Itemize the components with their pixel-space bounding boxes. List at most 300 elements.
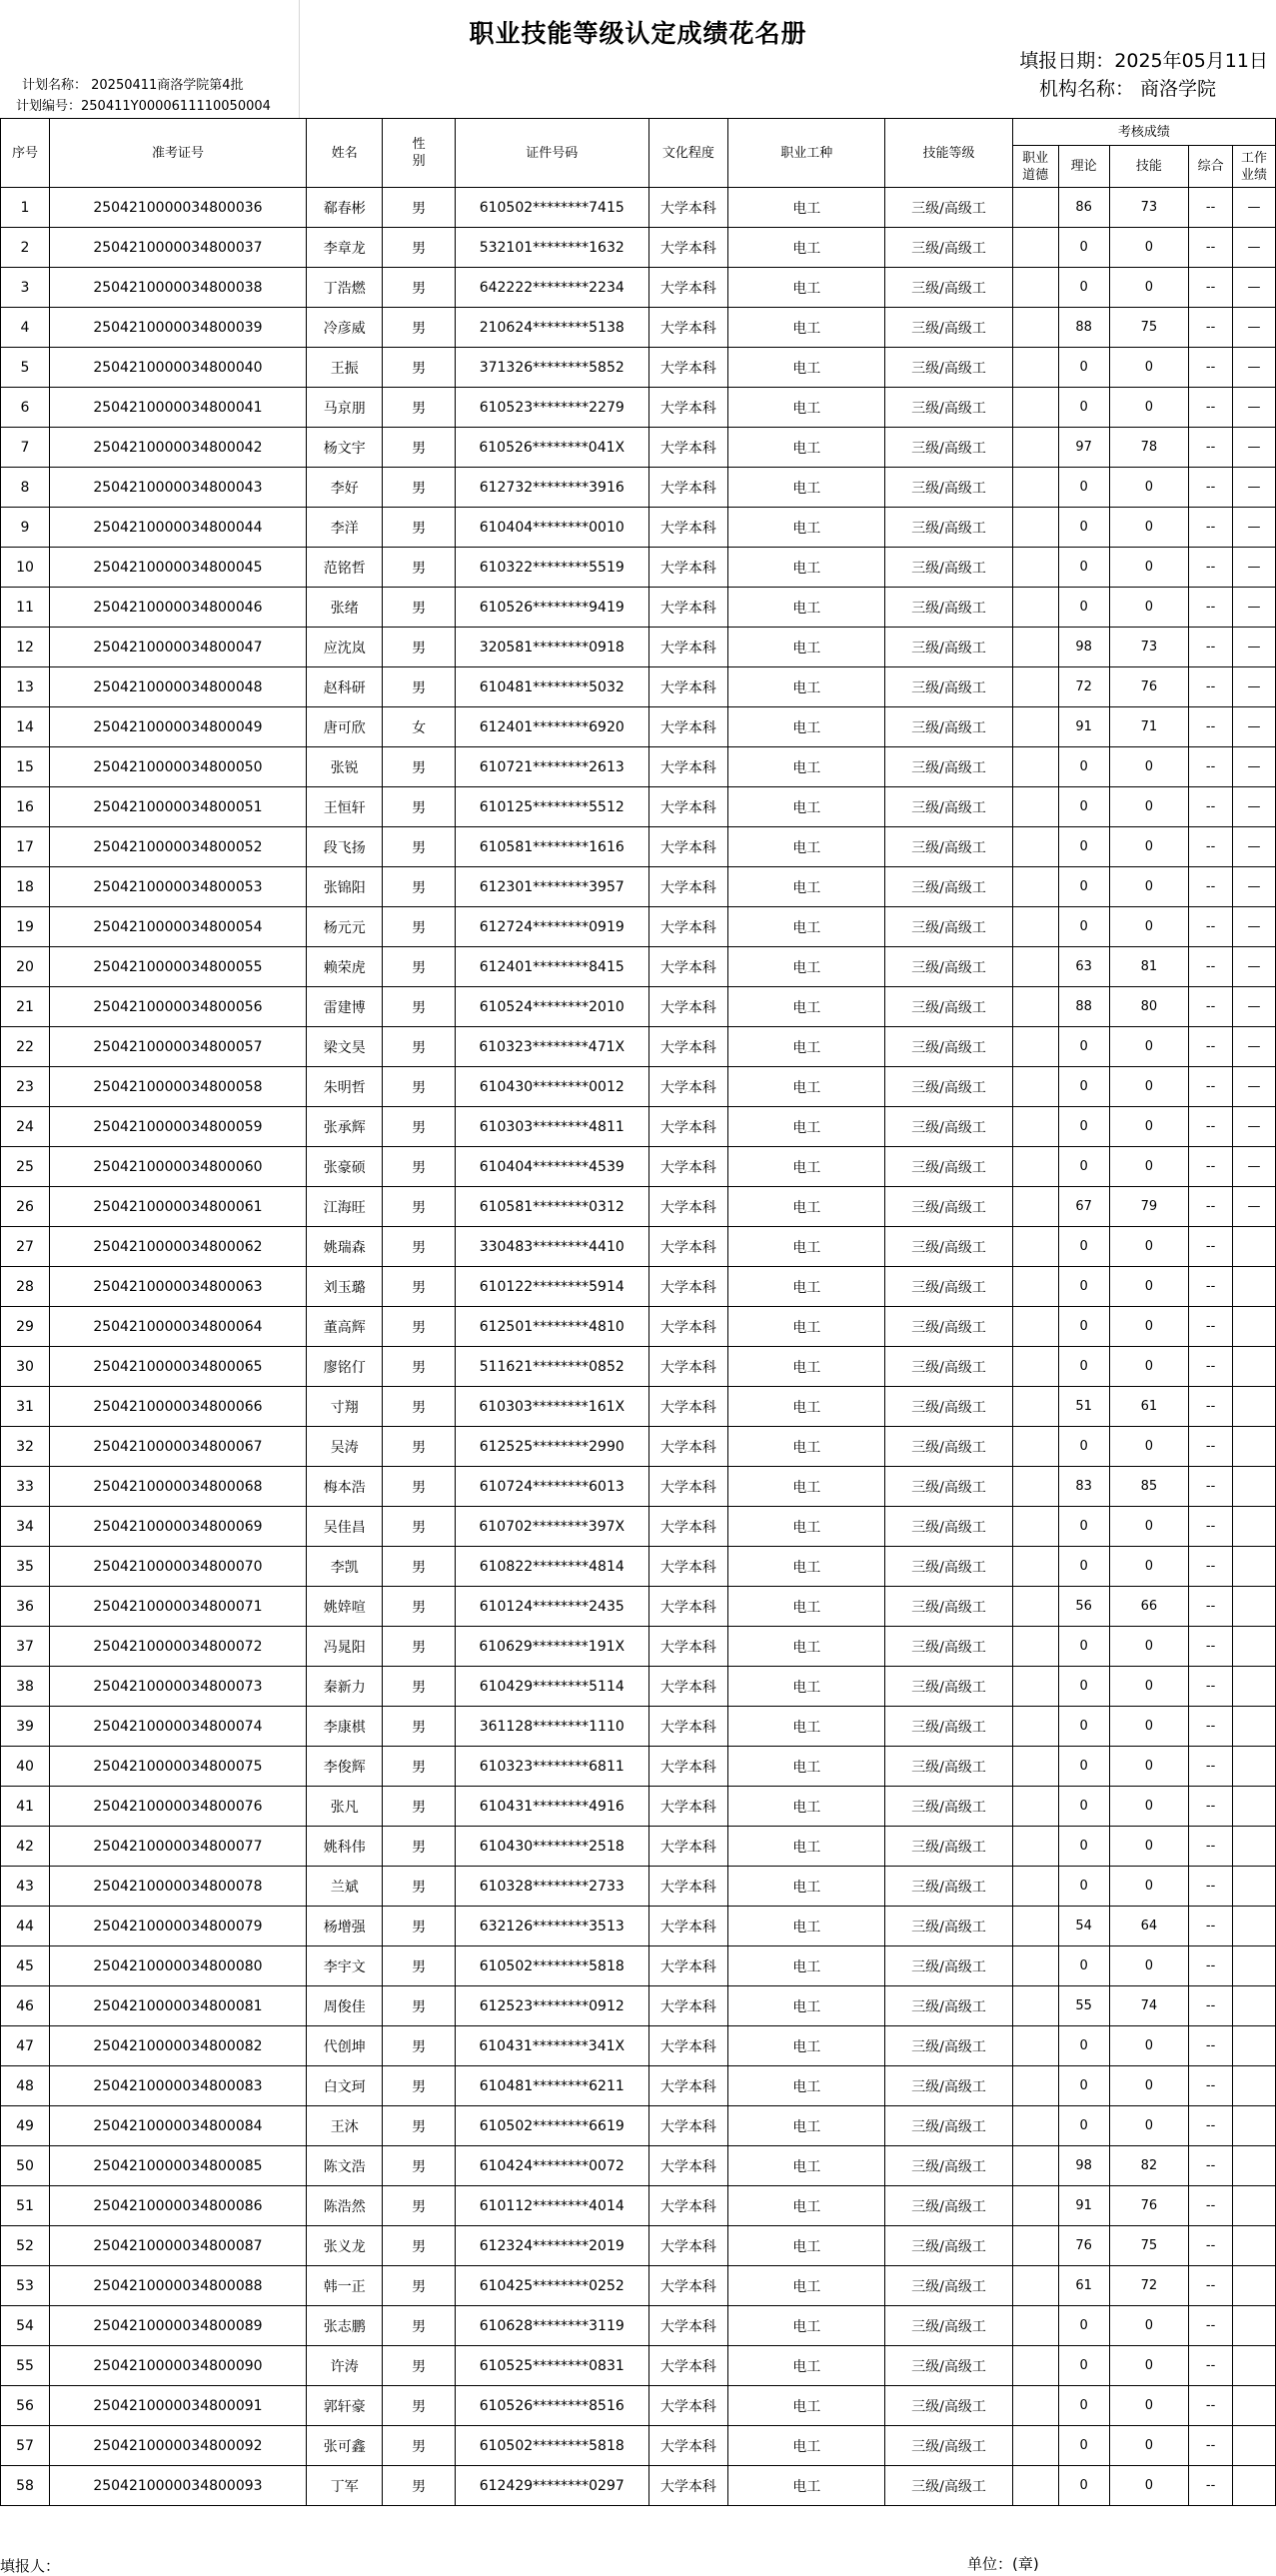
cell-seq: 55 <box>1 2346 50 2386</box>
col-id: 证件号码 <box>455 119 648 188</box>
cell-ticket: 2504210000034800068 <box>49 1467 306 1507</box>
cell-seq: 11 <box>1 588 50 628</box>
cell-ticket: 2504210000034800074 <box>49 1707 306 1747</box>
cell-theory: 56 <box>1058 1587 1109 1627</box>
cell-skill: 0 <box>1109 508 1189 548</box>
cell-name: 姚科伟 <box>306 1827 382 1867</box>
cell-theory: 63 <box>1058 947 1109 987</box>
cell-overall: -- <box>1189 1867 1233 1907</box>
cell-work: — <box>1233 1027 1276 1067</box>
cell-job: 电工 <box>728 348 885 388</box>
cell-seq: 35 <box>1 1547 50 1587</box>
cell-theory: 0 <box>1058 268 1109 308</box>
cell-overall: -- <box>1189 588 1233 628</box>
score-table <box>0 118 1276 2506</box>
cell-overall: -- <box>1189 1027 1233 1067</box>
cell-id: 610629********191X <box>455 1627 648 1667</box>
cell-ticket: 2504210000034800076 <box>49 1787 306 1827</box>
cell-skill: 0 <box>1109 2026 1189 2066</box>
cell-id: 532101********1632 <box>455 228 648 268</box>
cell-ticket: 2504210000034800071 <box>49 1587 306 1627</box>
cell-ticket: 2504210000034800075 <box>49 1747 306 1787</box>
cell-id: 610404********4539 <box>455 1147 648 1187</box>
table-row <box>1 2466 1276 2506</box>
cell-level: 三级/高级工 <box>885 1027 1012 1067</box>
cell-ethics <box>1012 1387 1058 1427</box>
cell-id: 612525********2990 <box>455 1427 648 1467</box>
cell-job: 电工 <box>728 747 885 787</box>
cell-job: 电工 <box>728 1667 885 1707</box>
cell-ethics <box>1012 2106 1058 2146</box>
cell-edu: 大学本科 <box>648 1547 728 1587</box>
cell-id: 610502********6619 <box>455 2106 648 2146</box>
table-row <box>1 1267 1276 1307</box>
cell-gender: 男 <box>383 2106 455 2146</box>
cell-ticket: 2504210000034800083 <box>49 2066 306 2106</box>
cell-job: 电工 <box>728 1467 885 1507</box>
cell-gender: 男 <box>383 1267 455 1307</box>
cell-ticket: 2504210000034800039 <box>49 308 306 348</box>
cell-ticket: 2504210000034800037 <box>49 228 306 268</box>
cell-seq: 3 <box>1 268 50 308</box>
cell-gender: 男 <box>383 1787 455 1827</box>
cell-theory: 0 <box>1058 2106 1109 2146</box>
table-row <box>1 1067 1276 1107</box>
cell-skill: 0 <box>1109 2106 1189 2146</box>
cell-name: 韩一正 <box>306 2266 382 2306</box>
cell-overall: -- <box>1189 2026 1233 2066</box>
cell-edu: 大学本科 <box>648 308 728 348</box>
cell-id: 610112********4014 <box>455 2186 648 2226</box>
cell-overall: -- <box>1189 308 1233 348</box>
cell-edu: 大学本科 <box>648 987 728 1027</box>
cell-edu: 大学本科 <box>648 1867 728 1907</box>
cell-overall: -- <box>1189 548 1233 588</box>
cell-ticket: 2504210000034800088 <box>49 2266 306 2306</box>
cell-level: 三级/高级工 <box>885 1946 1012 1986</box>
cell-id: 610721********2613 <box>455 747 648 787</box>
cell-skill: 0 <box>1109 1627 1189 1667</box>
cell-skill: 0 <box>1109 1707 1189 1747</box>
cell-id: 612523********0912 <box>455 1986 648 2026</box>
cell-gender: 男 <box>383 2426 455 2466</box>
cell-id: 632126********3513 <box>455 1907 648 1946</box>
cell-work <box>1233 2106 1276 2146</box>
cell-name: 张豪硕 <box>306 1147 382 1187</box>
cell-skill: 79 <box>1109 1187 1189 1227</box>
cell-work: — <box>1233 907 1276 947</box>
cell-overall: -- <box>1189 1107 1233 1147</box>
cell-level: 三级/高级工 <box>885 1787 1012 1827</box>
cell-ethics <box>1012 1307 1058 1347</box>
cell-name: 江海旺 <box>306 1187 382 1227</box>
table-row <box>1 348 1276 388</box>
cell-edu: 大学本科 <box>648 867 728 907</box>
cell-theory: 54 <box>1058 1907 1109 1946</box>
cell-work <box>1233 2346 1276 2386</box>
cell-work <box>1233 2066 1276 2106</box>
cell-level: 三级/高级工 <box>885 1067 1012 1107</box>
cell-edu: 大学本科 <box>648 1107 728 1147</box>
cell-theory: 0 <box>1058 1946 1109 1986</box>
cell-edu: 大学本科 <box>648 228 728 268</box>
cell-job: 电工 <box>728 2386 885 2426</box>
cell-theory: 97 <box>1058 428 1109 468</box>
cell-theory: 0 <box>1058 228 1109 268</box>
table-row <box>1 987 1276 1027</box>
cell-gender: 男 <box>383 228 455 268</box>
col-work: 工作业绩 <box>1233 146 1276 188</box>
cell-skill: 0 <box>1109 1427 1189 1467</box>
cell-ethics <box>1012 747 1058 787</box>
cell-gender: 男 <box>383 2386 455 2426</box>
cell-ticket: 2504210000034800063 <box>49 1267 306 1307</box>
cell-ticket: 2504210000034800065 <box>49 1347 306 1387</box>
cell-overall: -- <box>1189 2186 1233 2226</box>
col-overall: 综合 <box>1189 146 1233 188</box>
cell-seq: 31 <box>1 1387 50 1427</box>
cell-work <box>1233 1267 1276 1307</box>
cell-work: — <box>1233 1067 1276 1107</box>
cell-job: 电工 <box>728 1107 885 1147</box>
cell-gender: 男 <box>383 987 455 1027</box>
cell-theory: 83 <box>1058 1467 1109 1507</box>
cell-seq: 17 <box>1 827 50 867</box>
cell-id: 610430********0012 <box>455 1067 648 1107</box>
cell-work <box>1233 2026 1276 2066</box>
cell-overall: -- <box>1189 1467 1233 1507</box>
cell-seq: 40 <box>1 1747 50 1787</box>
cell-work <box>1233 1946 1276 1986</box>
cell-job: 电工 <box>728 1027 885 1067</box>
cell-gender: 男 <box>383 188 455 228</box>
cell-edu: 大学本科 <box>648 1267 728 1307</box>
cell-edu: 大学本科 <box>648 2426 728 2466</box>
cell-skill: 64 <box>1109 1907 1189 1946</box>
cell-ticket: 2504210000034800079 <box>49 1907 306 1946</box>
cell-ticket: 250421000003480003​6 <box>49 188 306 228</box>
cell-edu: 大学本科 <box>648 1827 728 1867</box>
cell-ethics <box>1012 388 1058 428</box>
cell-seq: 19 <box>1 907 50 947</box>
cell-skill: 0 <box>1109 228 1189 268</box>
cell-ethics <box>1012 1507 1058 1547</box>
cell-work: — <box>1233 628 1276 667</box>
cell-name: 李康棋 <box>306 1707 382 1747</box>
cell-id: 610431********341X <box>455 2026 648 2066</box>
cell-skill: 0 <box>1109 1747 1189 1787</box>
cell-job: 电工 <box>728 1946 885 1986</box>
table-row <box>1 2186 1276 2226</box>
cell-name: 张锦阳 <box>306 867 382 907</box>
cell-seq: 9 <box>1 508 50 548</box>
cell-seq: 54 <box>1 2306 50 2346</box>
cell-job: 电工 <box>728 2466 885 2506</box>
cell-skill: 73 <box>1109 188 1189 228</box>
cell-level: 三级/高级工 <box>885 2146 1012 2186</box>
cell-ethics <box>1012 628 1058 667</box>
cell-overall: -- <box>1189 1067 1233 1107</box>
cell-overall: -- <box>1189 1227 1233 1267</box>
cell-edu: 大学本科 <box>648 548 728 588</box>
cell-ticket: 2504210000034800046 <box>49 588 306 628</box>
cell-theory: 0 <box>1058 1747 1109 1787</box>
cell-job: 电工 <box>728 508 885 548</box>
cell-name: 吴涛 <box>306 1427 382 1467</box>
cell-gender: 男 <box>383 388 455 428</box>
cell-theory: 0 <box>1058 2026 1109 2066</box>
cell-overall: -- <box>1189 2266 1233 2306</box>
table-row <box>1 867 1276 907</box>
cell-skill: 0 <box>1109 548 1189 588</box>
cell-id: 610323********471X <box>455 1027 648 1067</box>
cell-work: — <box>1233 308 1276 348</box>
cell-ethics <box>1012 1227 1058 1267</box>
cell-work: — <box>1233 667 1276 707</box>
col-gender: 性别 <box>383 119 455 188</box>
cell-edu: 大学本科 <box>648 2266 728 2306</box>
cell-name: 廖铭仃 <box>306 1347 382 1387</box>
cell-name: 梁文昊 <box>306 1027 382 1067</box>
cell-overall: -- <box>1189 947 1233 987</box>
cell-theory: 0 <box>1058 2346 1109 2386</box>
cell-job: 电工 <box>728 1707 885 1747</box>
cell-ethics <box>1012 1027 1058 1067</box>
cell-ethics <box>1012 2146 1058 2186</box>
cell-gender: 男 <box>383 1986 455 2026</box>
cell-id: 610303********4811 <box>455 1107 648 1147</box>
cell-work: — <box>1233 747 1276 787</box>
cell-edu: 大学本科 <box>648 1187 728 1227</box>
cell-level: 三级/高级工 <box>885 1307 1012 1347</box>
cell-level: 三级/高级工 <box>885 588 1012 628</box>
cell-theory: 0 <box>1058 1667 1109 1707</box>
table-row <box>1 1547 1276 1587</box>
cell-job: 电工 <box>728 2146 885 2186</box>
cell-name: 刘玉璐 <box>306 1267 382 1307</box>
cell-work <box>1233 2466 1276 2506</box>
cell-overall: -- <box>1189 2106 1233 2146</box>
cell-work <box>1233 1307 1276 1347</box>
cell-skill: 75 <box>1109 308 1189 348</box>
cell-job: 电工 <box>728 787 885 827</box>
cell-gender: 男 <box>383 787 455 827</box>
cell-gender: 男 <box>383 2346 455 2386</box>
cell-work <box>1233 1747 1276 1787</box>
cell-id: 610526********9419 <box>455 588 648 628</box>
cell-level: 三级/高级工 <box>885 2426 1012 2466</box>
cell-ticket: 2504210000034800070 <box>49 1547 306 1587</box>
cell-edu: 大学本科 <box>648 2026 728 2066</box>
cell-theory: 0 <box>1058 827 1109 867</box>
cell-theory: 51 <box>1058 1387 1109 1427</box>
table-row <box>1 787 1276 827</box>
cell-ethics <box>1012 907 1058 947</box>
cell-gender: 男 <box>383 2146 455 2186</box>
col-scores-group: 考核成绩 <box>1012 119 1275 146</box>
cell-ethics <box>1012 787 1058 827</box>
cell-seq: 56 <box>1 2386 50 2426</box>
cell-ethics <box>1012 2306 1058 2346</box>
cell-work: — <box>1233 707 1276 747</box>
cell-seq: 33 <box>1 1467 50 1507</box>
cell-theory: 0 <box>1058 468 1109 508</box>
cell-gender: 男 <box>383 428 455 468</box>
table-row <box>1 1747 1276 1787</box>
cell-seq: 42 <box>1 1827 50 1867</box>
cell-id: 610524********2010 <box>455 987 648 1027</box>
cell-edu: 大学本科 <box>648 2106 728 2146</box>
cell-ethics <box>1012 428 1058 468</box>
cell-job: 电工 <box>728 2026 885 2066</box>
cell-seq: 45 <box>1 1946 50 1986</box>
cell-work: — <box>1233 468 1276 508</box>
cell-work: — <box>1233 268 1276 308</box>
cell-ethics <box>1012 1667 1058 1707</box>
cell-id: 610525********0831 <box>455 2346 648 2386</box>
cell-work <box>1233 2266 1276 2306</box>
cell-ticket: 2504210000034800073 <box>49 1667 306 1707</box>
cell-ethics <box>1012 987 1058 1027</box>
cell-name: 马京朋 <box>306 388 382 428</box>
cell-ticket: 2504210000034800082 <box>49 2026 306 2066</box>
cell-work: — <box>1233 987 1276 1027</box>
table-row <box>1 1587 1276 1627</box>
cell-id: 610523********2279 <box>455 388 648 428</box>
cell-theory: 0 <box>1058 1147 1109 1187</box>
table-row <box>1 228 1276 268</box>
cell-level: 三级/高级工 <box>885 1267 1012 1307</box>
cell-job: 电工 <box>728 2346 885 2386</box>
cell-skill: 0 <box>1109 1107 1189 1147</box>
cell-theory: 86 <box>1058 188 1109 228</box>
cell-level: 三级/高级工 <box>885 1627 1012 1667</box>
cell-level: 三级/高级工 <box>885 508 1012 548</box>
col-job: 职业工种 <box>728 119 885 188</box>
cell-overall: -- <box>1189 1827 1233 1867</box>
cell-theory: 0 <box>1058 1267 1109 1307</box>
cell-gender: 男 <box>383 2266 455 2306</box>
cell-id: 610425********0252 <box>455 2266 648 2306</box>
cell-edu: 大学本科 <box>648 1907 728 1946</box>
cell-seq: 21 <box>1 987 50 1027</box>
cell-level: 三级/高级工 <box>885 548 1012 588</box>
cell-theory: 0 <box>1058 388 1109 428</box>
cell-job: 电工 <box>728 1227 885 1267</box>
cell-gender: 男 <box>383 548 455 588</box>
cell-gender: 男 <box>383 1867 455 1907</box>
cell-seq: 16 <box>1 787 50 827</box>
col-seq: 序号 <box>1 119 50 188</box>
cell-name: 张锐 <box>306 747 382 787</box>
table-row <box>1 947 1276 987</box>
cell-gender: 男 <box>383 1227 455 1267</box>
table-body <box>1 188 1276 2506</box>
cell-gender: 男 <box>383 1027 455 1067</box>
cell-seq: 10 <box>1 548 50 588</box>
cell-id: 612401********8415 <box>455 947 648 987</box>
cell-ticket: 2504210000034800045 <box>49 548 306 588</box>
cell-work <box>1233 1667 1276 1707</box>
cell-id: 610122********5914 <box>455 1267 648 1307</box>
cell-work: — <box>1233 1187 1276 1227</box>
cell-gender: 男 <box>383 2306 455 2346</box>
cell-theory: 0 <box>1058 907 1109 947</box>
cell-id: 610481********6211 <box>455 2066 648 2106</box>
cell-level: 三级/高级工 <box>885 348 1012 388</box>
cell-name: 白文珂 <box>306 2066 382 2106</box>
cell-skill: 0 <box>1109 1347 1189 1387</box>
cell-id: 612324********2019 <box>455 2226 648 2266</box>
cell-name: 郗春彬 <box>306 188 382 228</box>
cell-overall: -- <box>1189 827 1233 867</box>
cell-level: 三级/高级工 <box>885 1147 1012 1187</box>
cell-theory: 0 <box>1058 588 1109 628</box>
cell-overall: -- <box>1189 2146 1233 2186</box>
cell-seq: 14 <box>1 707 50 747</box>
cell-ticket: 2504210000034800057 <box>49 1027 306 1067</box>
cell-ticket: 2504210000034800087 <box>49 2226 306 2266</box>
cell-edu: 大学本科 <box>648 268 728 308</box>
cell-skill: 0 <box>1109 348 1189 388</box>
cell-theory: 0 <box>1058 1787 1109 1827</box>
table-row <box>1 707 1276 747</box>
table-row <box>1 1467 1276 1507</box>
cell-gender: 男 <box>383 1707 455 1747</box>
table-row <box>1 588 1276 628</box>
cell-ticket: 2504210000034800051 <box>49 787 306 827</box>
cell-seq: 52 <box>1 2226 50 2266</box>
cell-ethics <box>1012 508 1058 548</box>
table-row <box>1 548 1276 588</box>
cell-overall: -- <box>1189 1187 1233 1227</box>
cell-skill: 66 <box>1109 1587 1189 1627</box>
cell-overall: -- <box>1189 1427 1233 1467</box>
cell-level: 三级/高级工 <box>885 1827 1012 1867</box>
cell-work: — <box>1233 228 1276 268</box>
cell-skill: 85 <box>1109 1467 1189 1507</box>
cell-level: 三级/高级工 <box>885 2066 1012 2106</box>
cell-id: 610822********4814 <box>455 1547 648 1587</box>
cell-gender: 男 <box>383 827 455 867</box>
cell-work: — <box>1233 428 1276 468</box>
cell-work: — <box>1233 827 1276 867</box>
report-date: 填报日期：2025年05月11日 <box>1019 50 1268 72</box>
cell-job: 电工 <box>728 428 885 468</box>
cell-job: 电工 <box>728 2426 885 2466</box>
cell-work <box>1233 1587 1276 1627</box>
cell-job: 电工 <box>728 907 885 947</box>
cell-skill: 0 <box>1109 2426 1189 2466</box>
cell-ticket: 2504210000034800040 <box>49 348 306 388</box>
cell-work: — <box>1233 1147 1276 1187</box>
cell-job: 电工 <box>728 1747 885 1787</box>
cell-skill: 0 <box>1109 1946 1189 1986</box>
table-row <box>1 1507 1276 1547</box>
cell-job: 电工 <box>728 1267 885 1307</box>
cell-theory: 0 <box>1058 508 1109 548</box>
cell-overall: -- <box>1189 188 1233 228</box>
cell-id: 610581********1616 <box>455 827 648 867</box>
cell-theory: 0 <box>1058 1867 1109 1907</box>
cell-level: 三级/高级工 <box>885 907 1012 947</box>
cell-ethics <box>1012 827 1058 867</box>
cell-id: 610502********5818 <box>455 1946 648 1986</box>
cell-seq: 28 <box>1 1267 50 1307</box>
cell-gender: 男 <box>383 1067 455 1107</box>
page-title: 职业技能等级认定成绩花名册 <box>469 19 807 48</box>
cell-id: 612301********3957 <box>455 867 648 907</box>
